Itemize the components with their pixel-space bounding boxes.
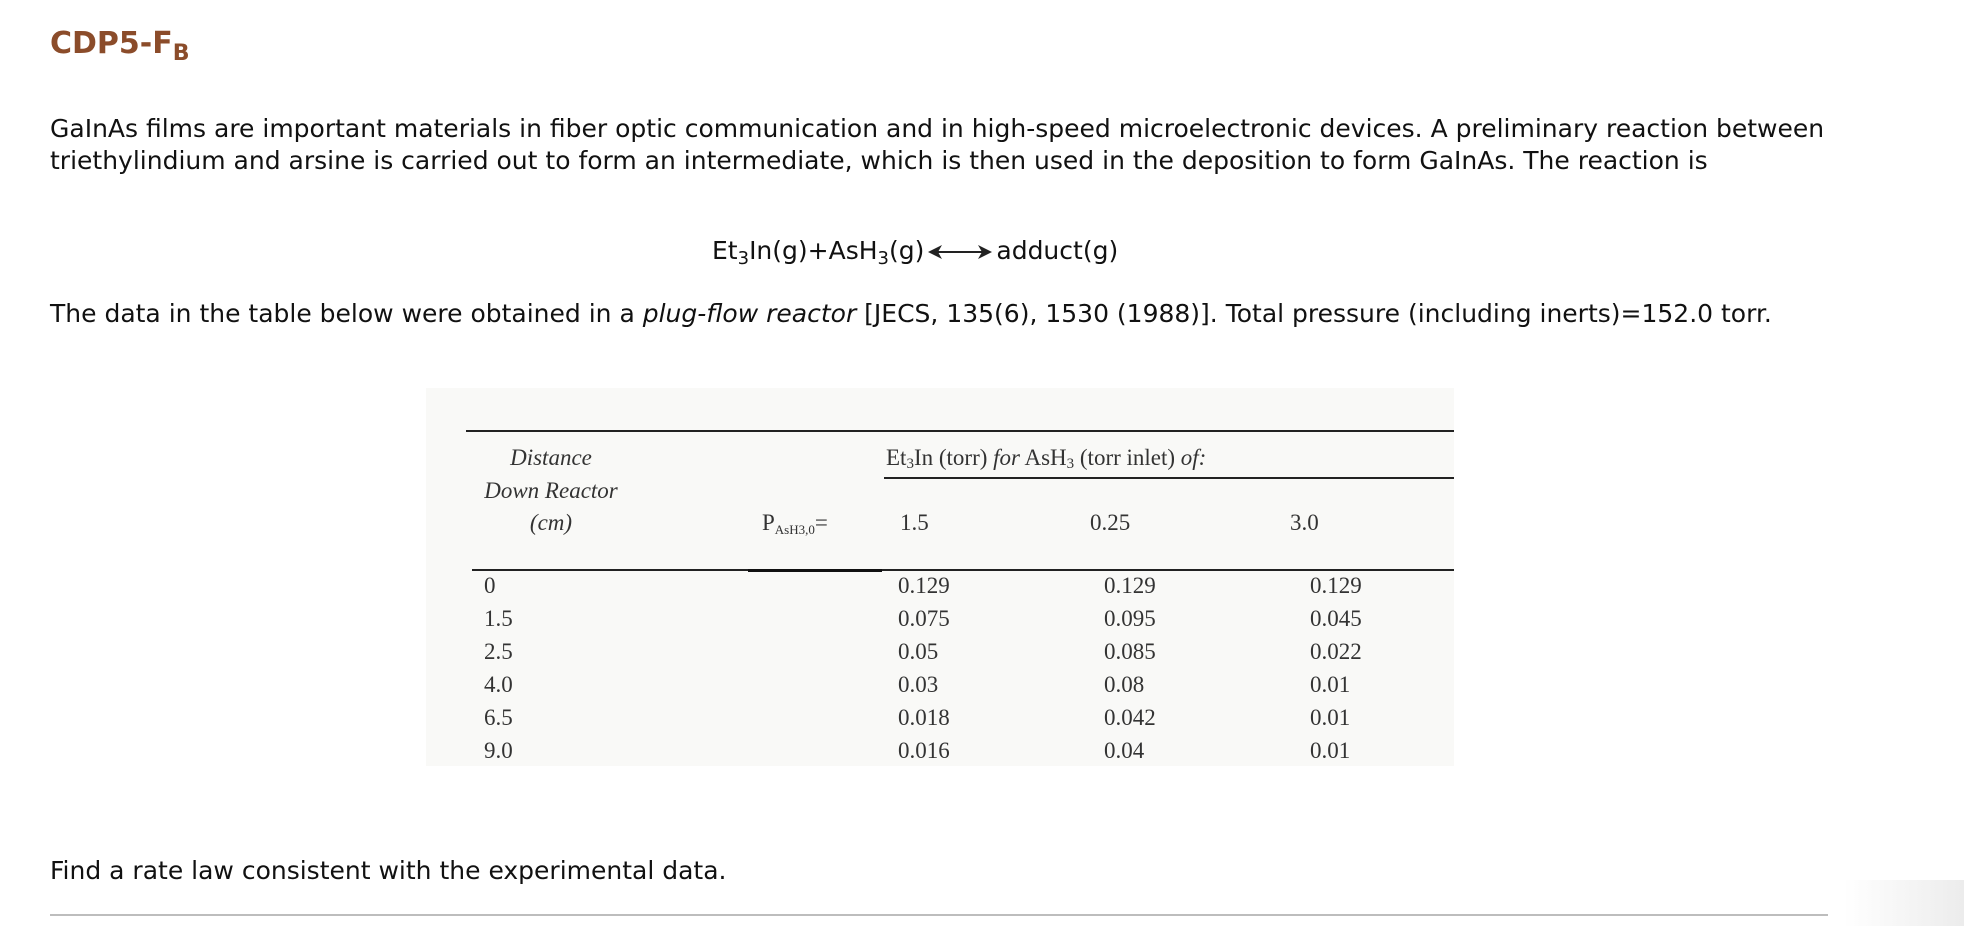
p-label-underline [748, 569, 882, 572]
page-title: $CDP5-F_B$ [50, 26, 190, 66]
value-cell: 0.05 [898, 639, 939, 664]
column-header-2: 0.25 [1090, 510, 1131, 535]
distance-cell: 0 [484, 573, 496, 598]
value-cell: 0.075 [898, 606, 950, 631]
column-header-1: 1.5 [900, 510, 929, 535]
p-ash3-label: PAsH3,0= [762, 510, 828, 537]
distance-cell: 4.0 [484, 672, 513, 697]
data-paragraph: The data in the table below were obtained in a plug-flow reactor [JECS, 135(6), 1530 (1988)]. Total pressure (including inerts)=152.0 torr. [50, 299, 1772, 328]
question-text: Find a rate law consistent with the experimental data. [50, 856, 727, 885]
distance-cell: 2.5 [484, 639, 513, 664]
value-cell: 0.018 [898, 705, 950, 730]
table-top-rule [466, 430, 1454, 432]
reaction-equation: $Et_3In(g)+AsH_3(g)$ adduct(g) [712, 236, 1119, 269]
scroll-shadow [1844, 880, 1964, 926]
value-cell: 0.03 [898, 672, 939, 697]
data-table [426, 388, 1454, 766]
bottom-divider [50, 914, 1828, 916]
value-cell: 0.042 [1104, 705, 1156, 730]
value-cell: 0.129 [898, 573, 950, 598]
group-header-rule [884, 477, 1454, 479]
value-cell: 0.016 [898, 738, 950, 763]
distance-header-line2: Down Reactor [484, 478, 618, 503]
value-cell: 0.022 [1310, 639, 1362, 664]
distance-header-line3: (cm) [529, 510, 573, 535]
value-cell: 0.095 [1104, 606, 1156, 631]
distance-cell: 6.5 [484, 705, 513, 730]
distance-cell: 9.0 [484, 738, 513, 763]
distance-header-line1: Distance [510, 445, 592, 470]
value-cell: 0.129 [1310, 573, 1362, 598]
column-header-3: 3.0 [1290, 510, 1319, 535]
header-bottom-rule [472, 569, 1454, 571]
plug-flow-reactor-emphasis: plug-flow reactor [642, 299, 857, 328]
value-cell: 0.085 [1104, 639, 1156, 664]
value-cell: 0.129 [1104, 573, 1156, 598]
intro-paragraph: GaInAs films are important materials in fiber optic communication and in high-speed microelectronic devices. A preliminary reaction between triethylindium and arsine is carried out to form an intermediate, which is then used in the deposition to form GaInAs. The reaction is [50, 114, 1825, 175]
value-cell: 0.08 [1104, 672, 1145, 697]
value-cell: 0.01 [1310, 672, 1351, 697]
value-cell: 0.04 [1104, 738, 1145, 763]
value-cell: 0.01 [1310, 738, 1351, 763]
group-header: $Et_3In$ (torr) for AsH$_3$ (torr inlet) of: [886, 445, 1207, 472]
value-cell: 0.045 [1310, 606, 1362, 631]
title-subscript: B [172, 41, 190, 66]
equilibrium-arrow-icon [928, 242, 992, 262]
distance-cell: 1.5 [484, 606, 513, 631]
value-cell: 0.01 [1310, 705, 1351, 730]
